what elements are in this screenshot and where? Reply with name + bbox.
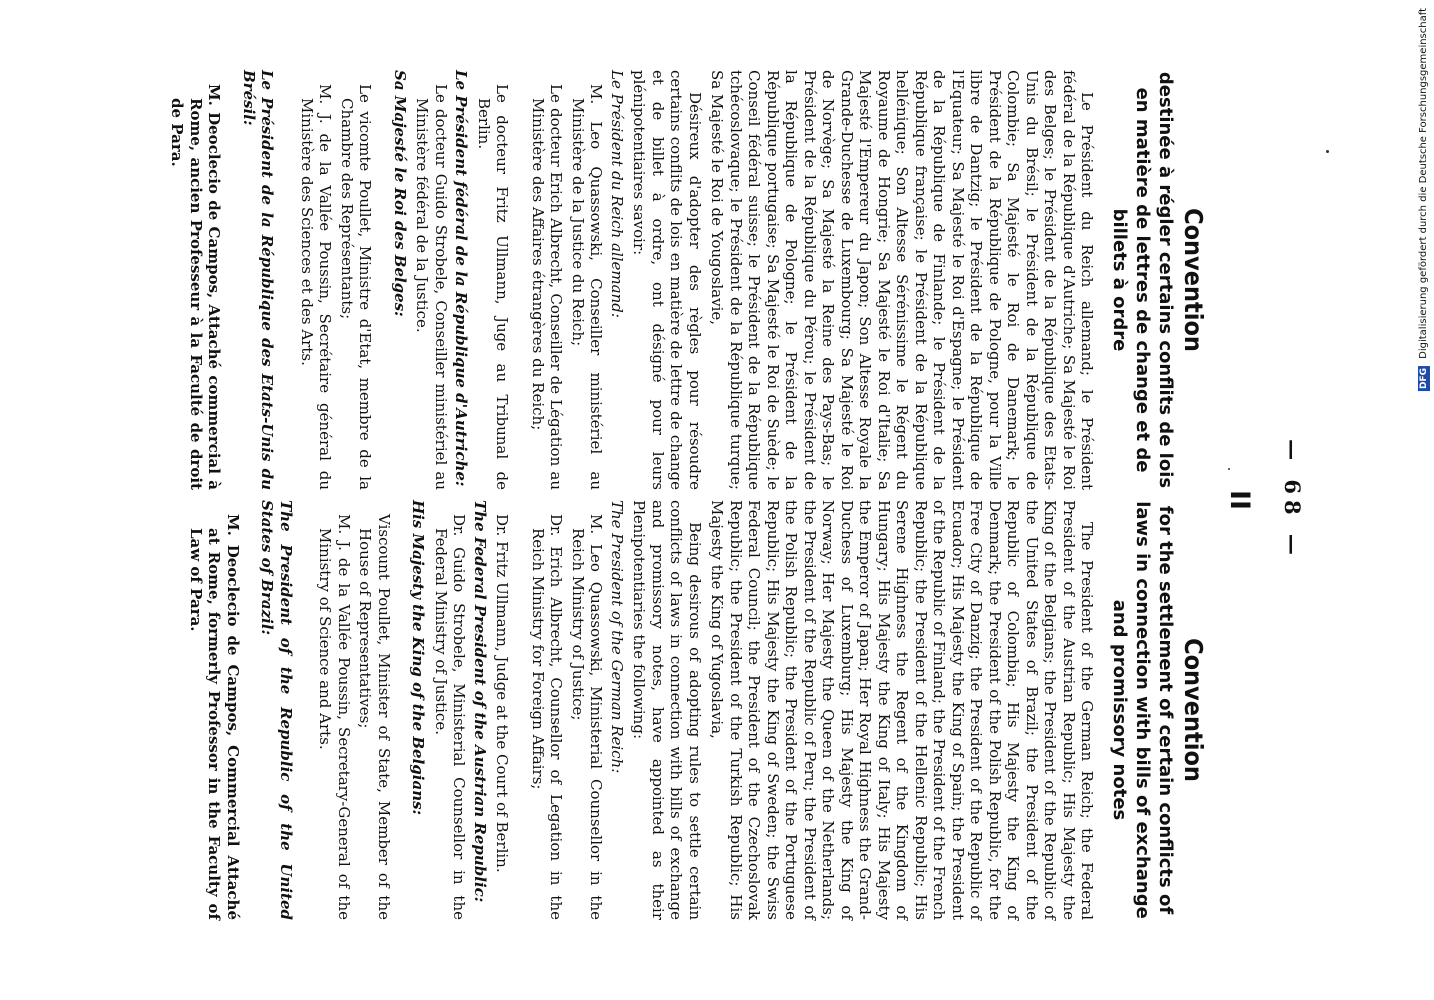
english-plenipotentiary: M. Deoclecio de Campos, Commercial Attaché at Rome, formerly Professor in the Faculty of Law of Para. [187, 514, 242, 920]
french-party-belgium: Sa Majesté le Roi des Belges: [391, 70, 409, 317]
page-number: — 68 — [1280, 439, 1305, 561]
french-title: Convention [1179, 208, 1208, 352]
english-title: Convention [1179, 638, 1208, 782]
french-preamble: Le Président du Reich allemand; le Président fédéral de la République d'Autriche; Sa Majesté le Roi des Belges; le Président de la République des Etats-Unis du Brésil; le Président de la République de Colombie; Sa Majesté le Roi de Danemark; le Président de la République de Pologne, pour la Ville libre de Dantzig; le Président de la République de l'Equateur; Sa Majesté le Roi d'Espagne; le Président de la République de Finlande; le Président de la République française; le Président de la République hellénique; Son Altesse Sérénissime le Régent du Royaume de Hongrie; Sa Majesté le Roi d'Italie; Sa Majesté l'Empereur du Japon; Son Altesse Royale la Grande-Duchesse de Luxembourg; Sa Majesté le Roi de Norvège; Sa Majesté la Reine des Pays-Bas; le Président de la République du Pérou; le Président de la République de Pologne; le Président de la République portugaise; Sa Majesté le Roi de Suède; le Conseil fédéral suisse; le Président de la République tchécoslovaque; le Président de la République turque; Sa Majesté le Roi de Yougoslavie, [708, 70, 1097, 490]
english-preamble: The President of the German Reich; the Federal President of the Austrian Republic; His Majesty the King of the Belgians; the President of the Republic of the United States of Brazil; the President of the Republic of Colombia; His Majesty the King of Denmark; the President of the Polish Republic, for the Free City of Danzig; the President of the Republic of Ecuador; His Majesty the King of Spain; the President of the Republic of Finland; the President of the French Republic; the President of the Hellenic Republic; His Serene Highness the Regent of the Kingdom of Hungary; His Majesty the King of Italy; His Majesty the Emperor of Japan; Her Royal Highness the Grand-Duchess of Luxemburg; His Majesty the King of Norway; Her Majesty the Queen of the Netherlands; the President of the Republic of Peru; the President of the Polish Republic; the President of the Portuguese Republic; His Majesty the King of Sweden; the Swiss Federal Council; the President of the Czechoslovak Republic; the President of the Turkish Republic; His Majesty the King of Yugoslavia, [708, 500, 1097, 920]
french-plenipotentiary: Le vicomte Poullet, Ministre d'Etat, membre de la Chambre des Représentants; [338, 84, 375, 490]
english-plenipotentiary: Dr. Guido Strobele, Ministerial Counsellor in the Federal Ministry of Justice. [432, 514, 469, 920]
english-party-belgium: His Majesty the King of the Belgians: [409, 500, 428, 816]
english-party-germany: The President of the German Reich: [608, 500, 626, 774]
english-desire: Being desirous of adopting rules to settle certain conflicts of laws in connection with bills of exchange and promissory notes, have appointed as their Plenipotentiaries the following: [630, 500, 704, 920]
english-subtitle: for the settlement of certain conflicts of laws in connection with bills of exchange and promissory notes [1109, 501, 1177, 919]
digitization-watermark [1418, 8, 1430, 391]
english-column [184, 500, 1208, 920]
french-plenipotentiary: M. J. de la Vallée Poussin, Secrétaire général du Ministère des Sciences et des Arts. [298, 84, 335, 490]
english-plenipotentiary: M. Leo Quassowski, Ministerial Counsellor in the Reich Ministry of Justice; [569, 514, 606, 920]
english-plenipotentiary: Viscount Poullet, Minister of State, Member of the House of Representatives; [356, 514, 393, 920]
english-party-austria: The Federal President of the Austrian Republic: [471, 500, 489, 903]
english-plenipotentiary: Dr. Erich Albrecht, Counsellor of Legation in the Reich Ministry for Foreign Affairs; [529, 514, 566, 920]
rotated-document-page [168, 0, 1360, 1000]
english-plenipotentiary: Dr. Fritz Ullmann, Judge at the Court of Berlin. [493, 514, 512, 873]
french-plenipotentiary: Le docteur Fritz Ullmann, Juge au Tribunal de Berlin. [475, 84, 512, 490]
french-plenipotentiary: M. Deoclecio de Campos, Attaché commercial à Rome, ancien Professeur à la Faculté de droit de Para. [168, 84, 224, 490]
french-column [165, 70, 1208, 490]
dfg-logo: DFG [1419, 368, 1429, 390]
french-party-germany: Le Président du Reich allemand: [608, 70, 626, 318]
french-subtitle: destinée à régler certains conflits de lois en matière de lettres de change et de billets à ordre [1109, 71, 1177, 489]
watermark-text: Digitalisierung gefördert durch die Deutsche Forschungsgemeinschaft [1418, 8, 1429, 359]
english-party-brazil: The President of the Republic of the United States of Brazil: [258, 500, 295, 920]
scan-speck [1228, 468, 1230, 470]
french-desire: Désireux d'adopter des règles pour résoudre certains conflits de lois en matière de lettre de change et de billet à ordre, ont désigné pour leurs plénipotentiaires savoir: [630, 70, 704, 490]
french-plenipotentiary: M. Leo Quassowski, Conseiller ministériel au Ministère de la Justice du Reich; [569, 84, 606, 490]
english-plenipotentiary: M. J. de la Vallée Poussin, Secretary-General of the Ministry of Science and Arts. [316, 514, 353, 920]
french-party-austria: Le Président fédéral de la République d'Autriche: [452, 70, 471, 487]
french-party-brazil: Le Président de la République des Etats-Unis du Brésil: [240, 70, 277, 490]
section-number: II [1224, 489, 1255, 511]
scan-speck [1326, 150, 1329, 153]
french-plenipotentiary: Le docteur Guido Strobele, Conseiller ministériel au Ministère fédéral de la Justice. [413, 84, 450, 490]
french-plenipotentiary: Le docteur Erich Albrecht, Conseiller de Légation au Ministère des Affaires étrangères du Reich; [529, 84, 566, 490]
